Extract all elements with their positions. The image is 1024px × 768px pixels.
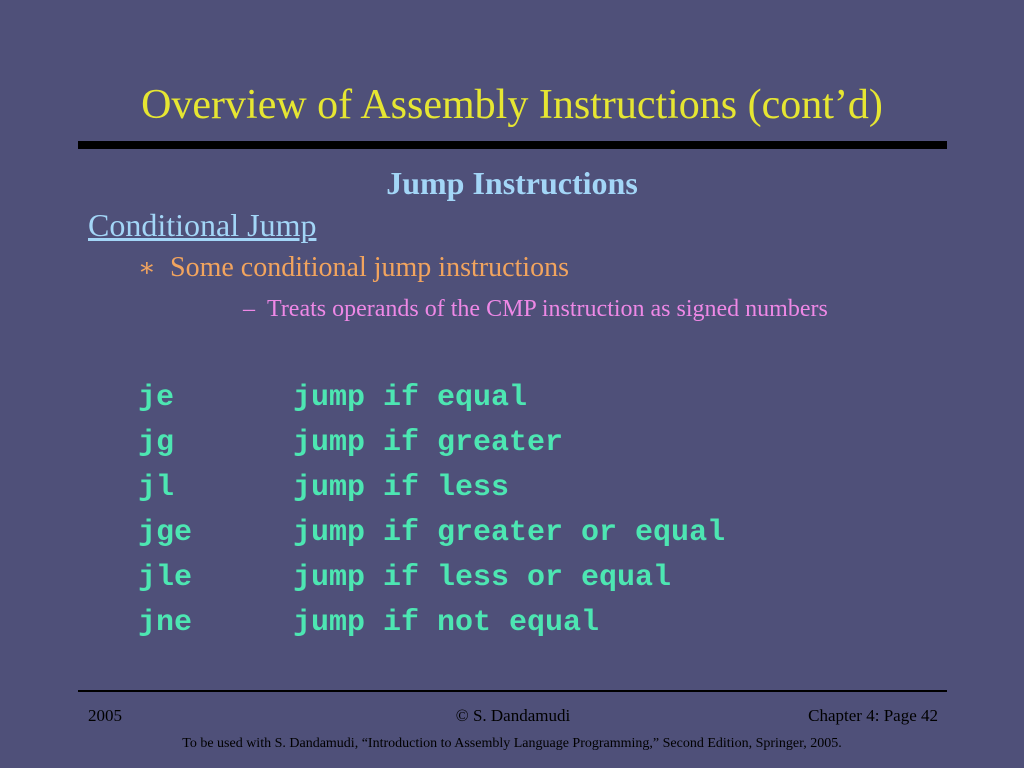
- slide-title: Overview of Assembly Instructions (cont’d): [141, 82, 883, 128]
- bullet-text: Some conditional jump instructions: [170, 252, 569, 283]
- instruction-row: [138, 421, 725, 466]
- instruction-mnemonic: jl: [138, 471, 175, 505]
- instruction-mnemonic: jg: [138, 426, 175, 460]
- instruction-description: jump if greater: [293, 426, 564, 460]
- instruction-mnemonic: jge: [138, 516, 193, 550]
- slide-subtitle: Jump Instructions: [386, 165, 638, 201]
- footer-year: 2005: [88, 706, 122, 725]
- instruction-description: jump if equal: [293, 381, 528, 415]
- instruction-description: jump if greater or equal: [293, 516, 726, 550]
- title-divider: [78, 141, 947, 149]
- instruction-row: [138, 376, 725, 421]
- instruction-mnemonic: jle: [138, 561, 193, 595]
- instruction-description: jump if less: [293, 471, 510, 505]
- instruction-mnemonic: je: [138, 381, 175, 415]
- sub-bullet-text: Treats operands of the CMP instruction as signed numbers: [267, 296, 828, 322]
- instruction-description: jump if less or equal: [293, 561, 672, 595]
- instruction-row: [138, 601, 725, 646]
- sub-bullet-item: [243, 296, 828, 323]
- sub-bullet-marker: –: [243, 296, 255, 322]
- instruction-row: [138, 556, 725, 601]
- footer-author: © S. Dandamudi: [455, 706, 571, 725]
- section-heading: Conditional Jump: [88, 207, 317, 243]
- footer-page-number: Chapter 4: Page 42: [808, 706, 938, 725]
- instruction-row: [138, 511, 725, 556]
- footer-divider: [78, 690, 947, 692]
- bullet-item: [138, 252, 569, 290]
- footer-note: To be used with S. Dandamudi, “Introduction to Assembly Language Programming,” Second Edition, Springer, 2005.: [182, 736, 842, 751]
- instruction-row: [138, 466, 725, 511]
- footer: [88, 706, 938, 732]
- bullet-marker: ∗: [138, 253, 156, 282]
- instruction-description: jump if not equal: [293, 606, 600, 640]
- instruction-mnemonic: jne: [138, 606, 193, 640]
- instruction-list: [138, 376, 725, 646]
